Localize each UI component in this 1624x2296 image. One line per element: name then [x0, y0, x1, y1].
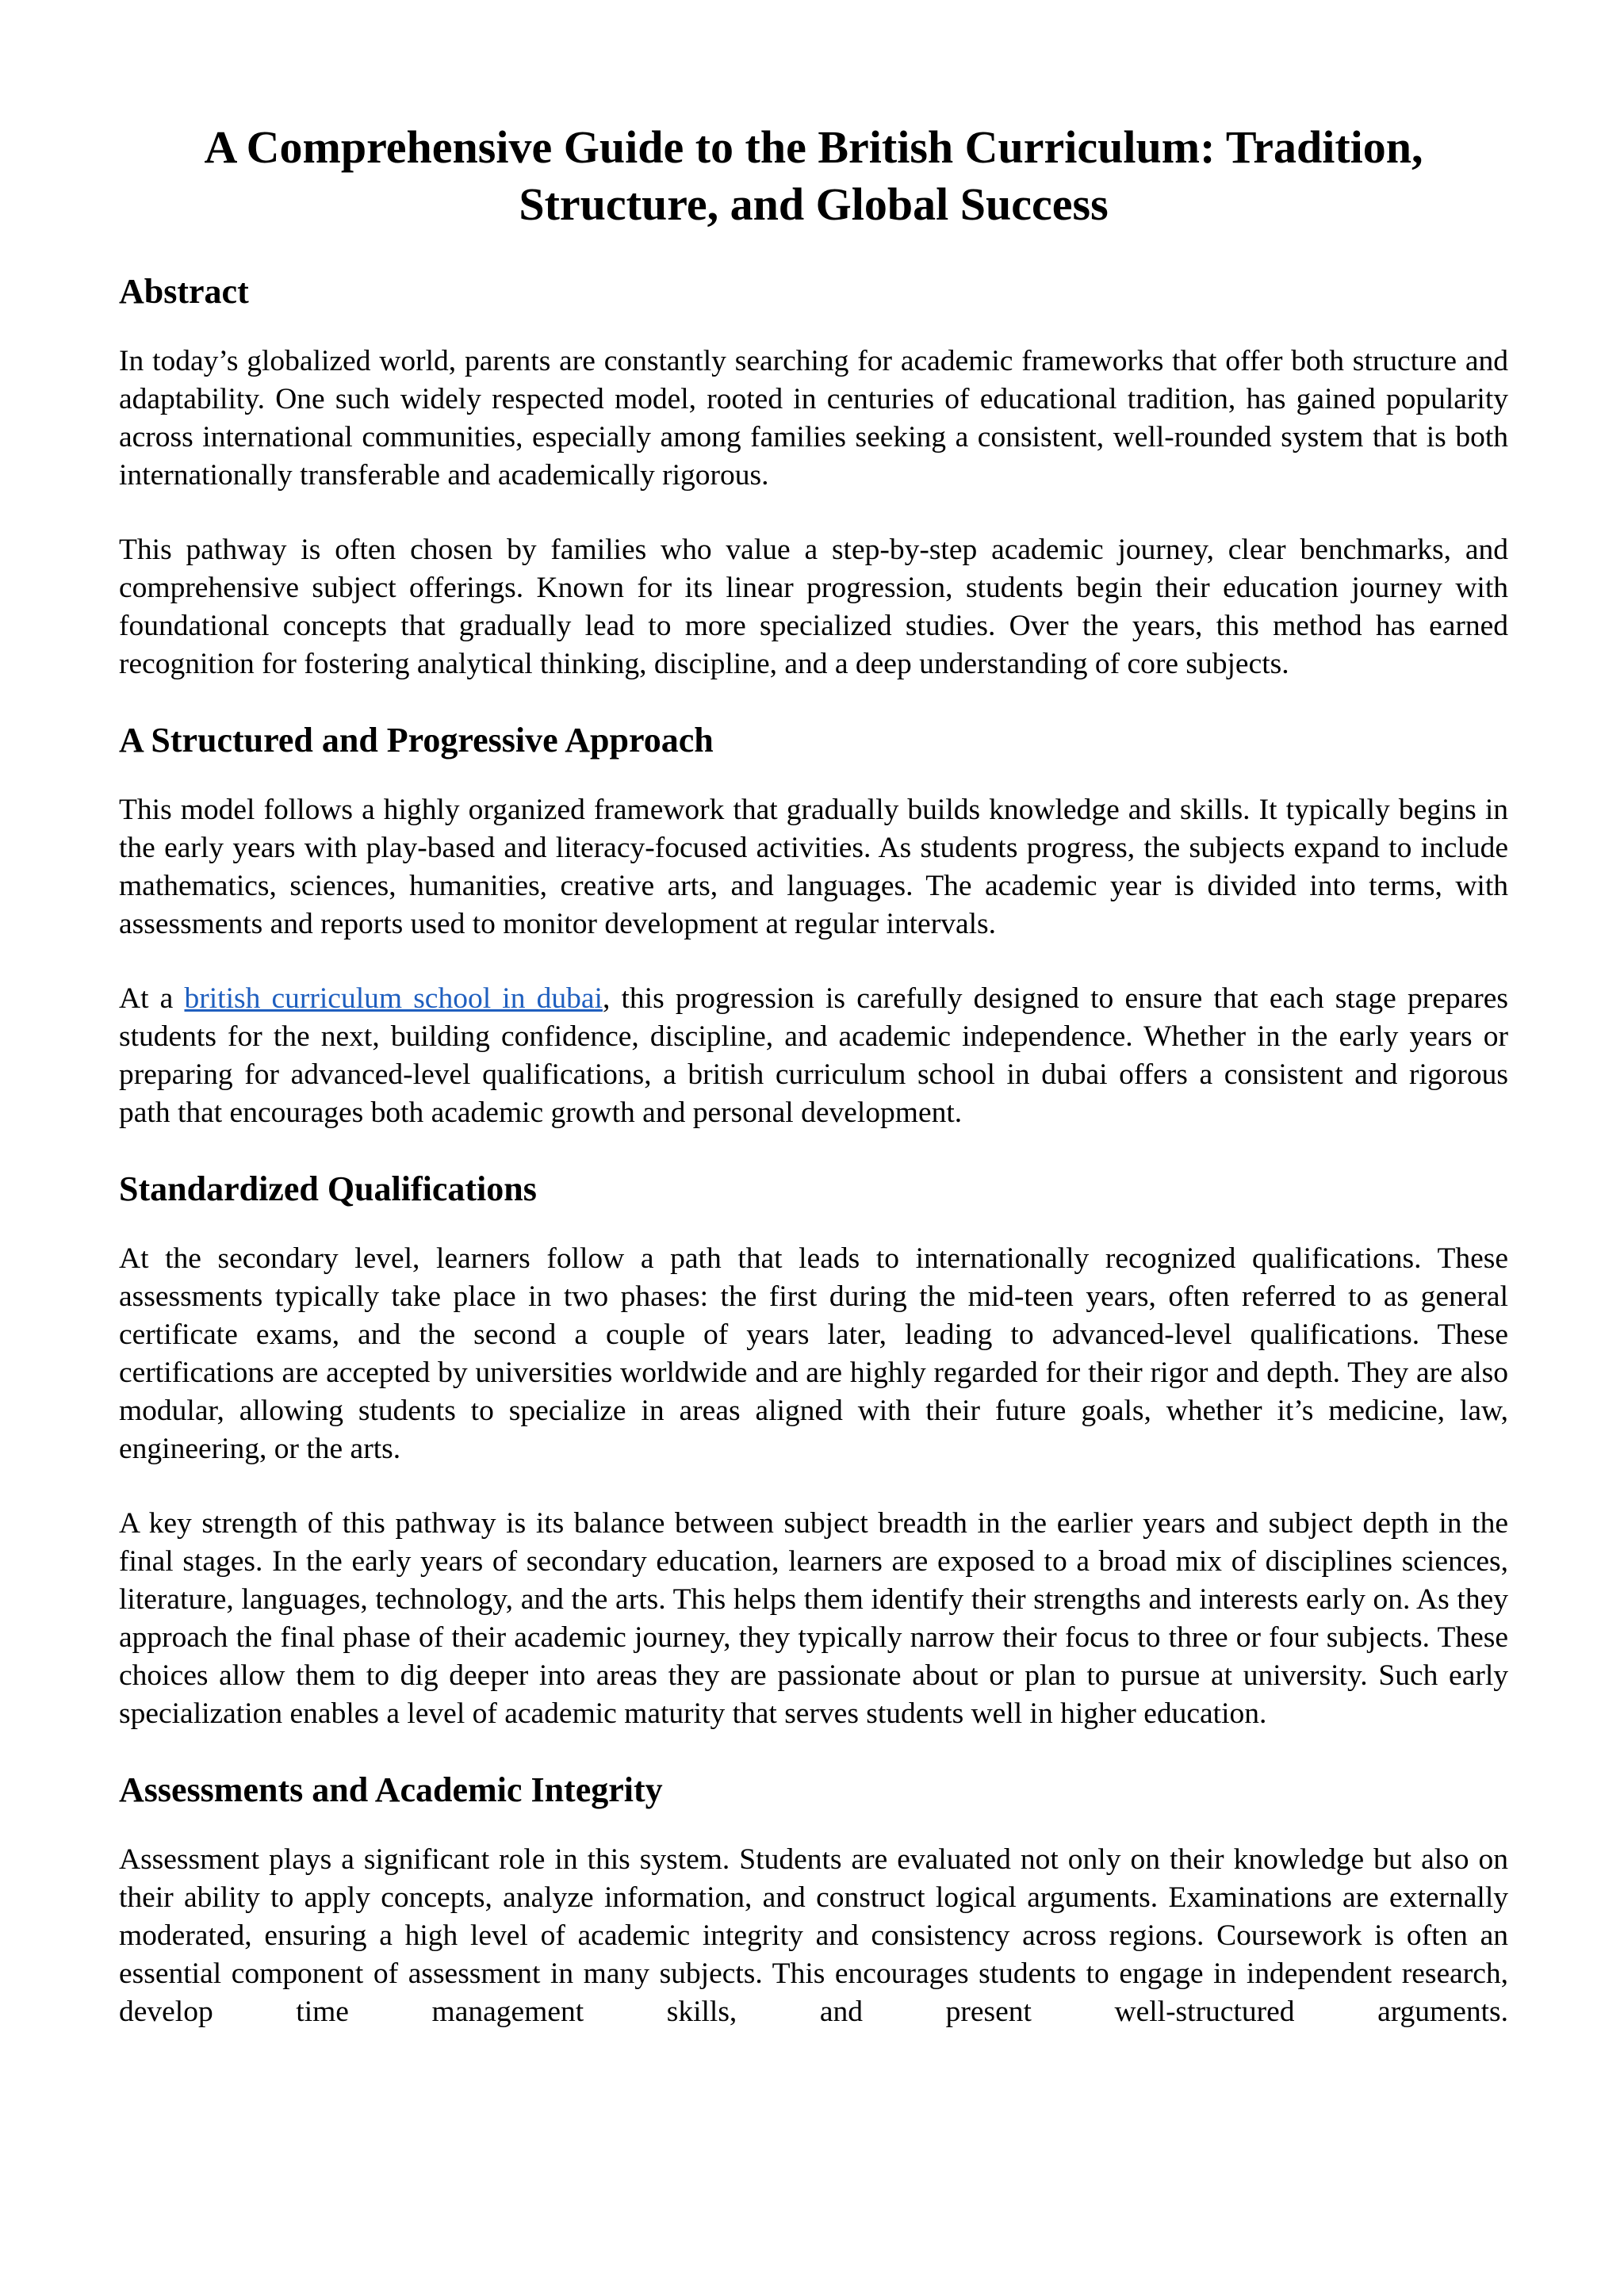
section-standardized-qualifications [119, 1167, 1508, 1733]
section-heading: Standardized Qualifications [119, 1169, 537, 1208]
section-assessments [119, 1768, 1508, 2031]
document-title: A Comprehensive Guide to the British Curriculum: Tradition, Structure, and Global Success [204, 121, 1423, 230]
section-structured-approach [119, 718, 1508, 1132]
paragraph: Assessment plays a significant role in this system. Students are evaluated not only on their knowledge but also on their ability to apply concepts, analyze information, and construct logical arguments. Examinations are externally moderated, ensuring a high level of academic integrity and consistency across regions. Coursework is often an essential component of assessment in many subjects. This encourages students to engage in independent research, develop time management skills, and present well-structured arguments. [119, 1843, 1508, 2028]
document-body [119, 119, 1508, 2031]
section-heading: A Structured and Progressive Approach [119, 721, 714, 760]
paragraph: In today’s globalized world, parents are constantly searching for academic frameworks that offer both structure and adaptability. One such widely respected model, rooted in centuries of educational tradition, has gained popularity across international communities, especially among families seeking a consistent, well-rounded system that is both internationally transferable and academically rigorous. [119, 345, 1508, 492]
section-heading: Abstract [119, 272, 249, 311]
paragraph-with-link [119, 980, 1508, 1132]
section-heading: Assessments and Academic Integrity [119, 1770, 663, 1809]
british-curriculum-school-link[interactable]: british curriculum school in dubai [184, 982, 603, 1015]
paragraph: This model follows a highly organized framework that gradually builds knowledge and skills. It typically begins in the early years with play-based and literacy-focused activities. As students progress, the subjects expand to include mathematics, sciences, humanities, creative arts, and languages. The academic year is divided into terms, with assessments and reports used to monitor development at regular intervals. [119, 794, 1508, 940]
paragraph: At the secondary level, learners follow a path that leads to internationally recognized qualifications. These assessments typically take place in two phases: the first during the mid-teen years, often referred to as general certificate exams, and the second a couple of years later, leading to advanced-level qualifications. These certifications are accepted by universities worldwide and are highly regarded for their rigor and depth. They are also modular, allowing students to specialize in areas aligned with their future goals, whether it’s medicine, law, engineering, or the arts. [119, 1242, 1508, 1465]
section-abstract [119, 270, 1508, 683]
paragraph-text: , this progression is carefully designed to ensure that each stage prepares students for the next, building confidence, discipline, and academic independence. Whether in the early years or preparing for advanced-level qualifications, a british curriculum school in dubai offers a consistent and rigorous path that encourages both academic growth and personal development. [119, 982, 1508, 1129]
paragraph: A key strength of this pathway is its balance between subject breadth in the earlier years and subject depth in the final stages. In the early years of secondary education, learners are exposed to a broad mix of disciplines sciences, literature, languages, technology, and the arts. This helps them identify their strengths and interests early on. As they approach the final phase of their academic journey, they typically narrow their focus to three or four subjects. These choices allow them to dig deeper into areas they are passionate about or plan to pursue at university. Such early specialization enables a level of academic maturity that serves students well in higher education. [119, 1507, 1508, 1730]
paragraph-text: At a [119, 982, 185, 1015]
paragraph: This pathway is often chosen by families who value a step-by-step academic journey, clear benchmarks, and comprehensive subject offerings. Known for its linear progression, students begin their education journey with foundational concepts that gradually lead to more specialized studies. Over the years, this method has earned recognition for fostering analytical thinking, discipline, and a deep understanding of core subjects. [119, 534, 1508, 680]
